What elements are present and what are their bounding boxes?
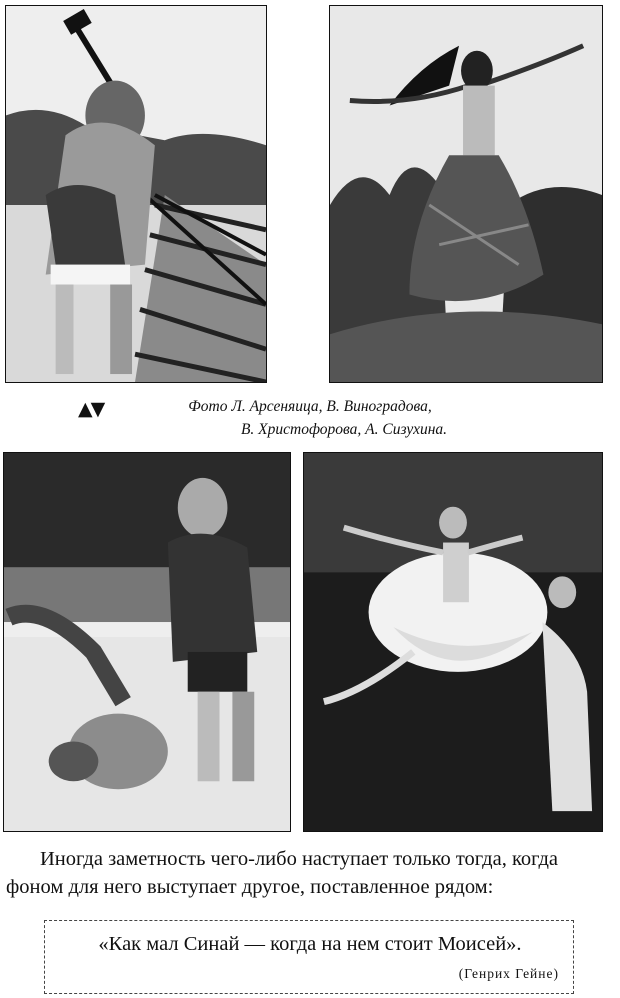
quote-attribution: (Генрих Гейне) (458, 966, 559, 981)
triangle-markers: ▲▼ (78, 398, 104, 420)
photo-dancing-woman (329, 5, 603, 383)
credits-line-1: Фото Л. Арсеняица, В. Виноградова, (188, 398, 432, 415)
quote-box (44, 920, 574, 994)
photo-wrestlers (3, 452, 291, 832)
quote-text: «Как мал Синай — когда на нем стоит Моисей». (98, 933, 522, 955)
body-paragraph (6, 845, 618, 901)
photo-sledgehammer-woman (5, 5, 267, 383)
body-line-1: Иногда заметность чего-либо наступает только тогда, когда (40, 848, 559, 870)
photo-credits (150, 395, 510, 441)
photo-ballerina (303, 452, 603, 832)
body-line-2: фоном для него выступает другое, поставленное рядом: (6, 876, 494, 898)
credits-line-2: В. Христофорова, А. Сизухина. (240, 421, 448, 438)
